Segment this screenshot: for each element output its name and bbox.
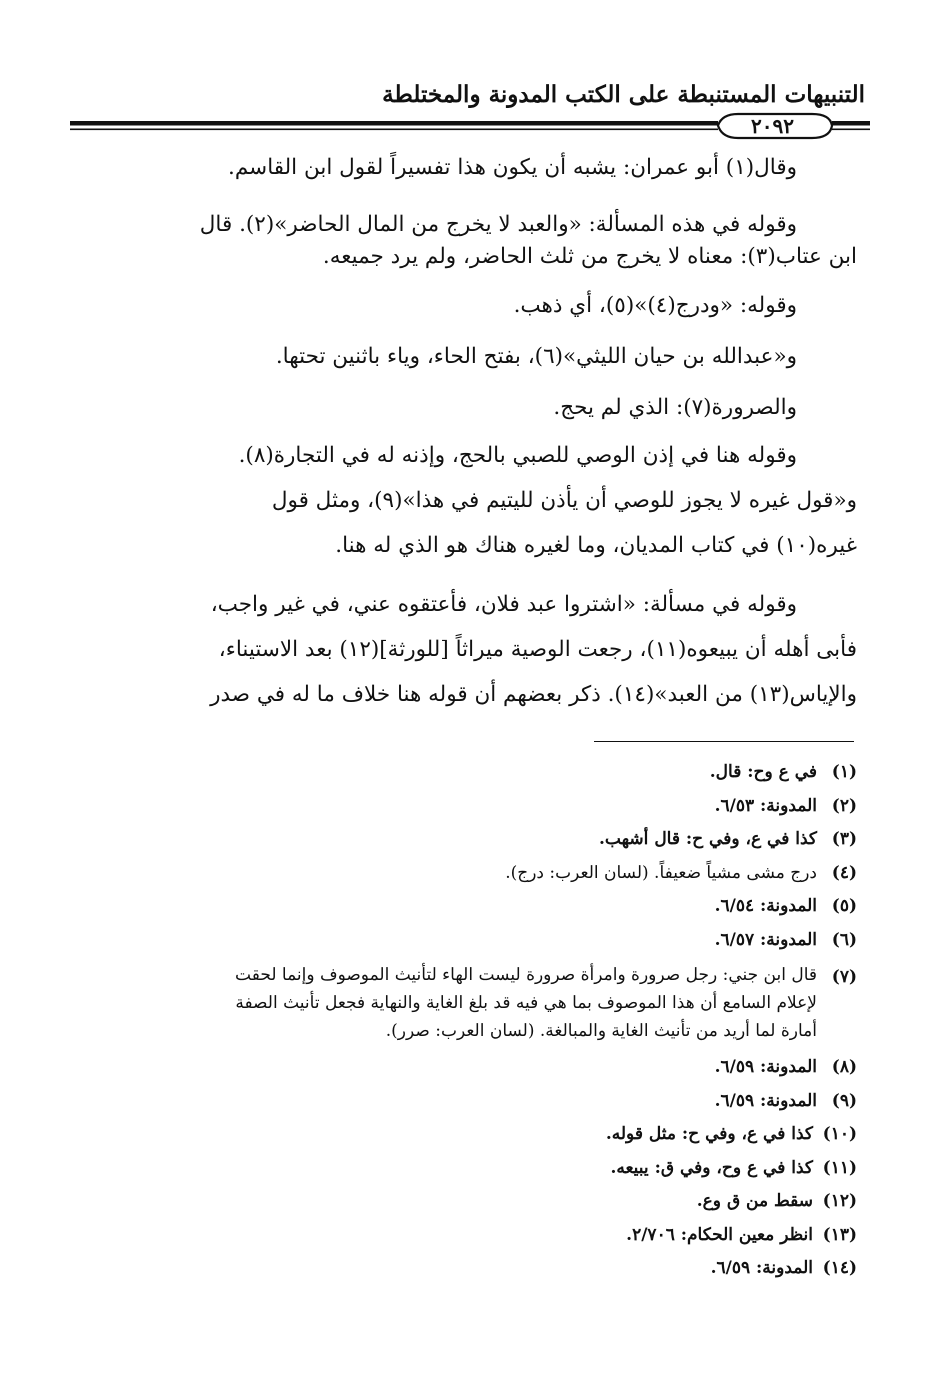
footnote-10 (82, 1118, 857, 1152)
footnote-number: (٣) (831, 829, 857, 849)
footnote-text: كذا في ع وح، وفي ق: يبيعه. (610, 1157, 813, 1178)
footnote-text: المدونة: ٦/٥٧. (714, 929, 817, 950)
footnote-text: المدونة: ٦/٥٩. (710, 1258, 813, 1278)
footnote-14 (82, 1252, 857, 1286)
footnote-6 (82, 924, 857, 958)
footnote-2 (82, 790, 857, 824)
footnote-text: انظر معين الحكام: ٢/٧٠٦. (626, 1224, 813, 1245)
footnote-text: كذا في ع، وفي ح: مثل قوله. (605, 1124, 813, 1144)
footnote-text: سقط من ق وع. (696, 1191, 813, 1211)
running-title: التنبيهات المستنبطة على الكتب المدونة والمختلطة (382, 81, 865, 108)
footnote-number: (١٢) (822, 1191, 857, 1211)
text-line: ابن عتاب(٣): معناه لا يخرج من ثلث الحاضر، ولم يرد جميعه. (322, 244, 857, 269)
footnote-line: لإعلام السامع أن هذا الموصوف بما هي فيه قد بلغ الغاية والنهاية فجعل تأنيث الصفة (235, 993, 817, 1013)
footnote-number: (١٤) (822, 1258, 857, 1278)
footnote-12 (82, 1185, 857, 1219)
footnote-number: (٤) (831, 862, 857, 883)
footnote-text: المدونة: ٦/٥٩. (714, 1090, 817, 1111)
footnote-7 (82, 961, 857, 1045)
footnote-9 (82, 1085, 857, 1119)
footnote-number: (٢) (831, 795, 857, 816)
footnote-text (82, 961, 817, 1045)
footnote-number: (٦) (831, 929, 857, 950)
footnote-4 (82, 857, 857, 891)
text-line: وقوله هنا في إذن الوصي للصبي بالحج، وإذنه له في التجارة(٨). (238, 443, 797, 468)
footnote-1 (82, 756, 857, 790)
paragraph-1 (72, 142, 857, 193)
footnote-number: (١٣) (822, 1224, 857, 1245)
footnote-number: (٧) (831, 967, 857, 987)
footnote-13 (82, 1219, 857, 1253)
text-line: غيره(١٠) في كتاب المديان، وما لغيره هناك هو الذي له هنا. (335, 533, 857, 558)
footnote-line: أمارة لما أريد من تأنيث الغاية والمبالغة. (لسان العرب: صرر). (385, 1021, 817, 1041)
text-line: و«عبدالله بن حيان الليثي»(٦)، بفتح الحاء، وياء باثنين تحتها. (275, 344, 797, 369)
footnote-text: كذا في ع، وفي ح: قال أشهب. (598, 829, 817, 849)
text-line: و«قول غيره لا يجوز للوصي أن يأذن لليتيم في هذا»(٩)، ومثل قول (271, 488, 857, 513)
footnote-number: (١) (831, 762, 857, 782)
footnote-text: المدونة: ٦/٥٩. (714, 1057, 817, 1077)
footnote-8 (82, 1051, 857, 1085)
text-line: والإياس(١٣) من العبد»(١٤). ذكر بعضهم أن قوله هنا خلاف ما له في صدر (210, 682, 857, 707)
paragraph-2 (72, 199, 857, 274)
footnote-line: قال ابن جني: رجل صرورة وامرأة صرورة ليست الهاء لتأنيث الموصوف وإنما لحقت (235, 965, 817, 985)
text-line: وقال(١) أبو عمران: يشبه أن يكون هذا تفسيراً لقول ابن القاسم. (228, 155, 797, 180)
footnote-text: درج مشى مشياً ضعيفاً. (لسان العرب: درج). (505, 862, 817, 883)
paragraph-5 (72, 382, 857, 433)
main-text (72, 142, 857, 717)
footnote-3 (82, 823, 857, 857)
paragraph-4 (72, 331, 857, 382)
text-line: وقوله في هذه المسألة: «والعبد لا يخرج من المال الحاضر»(٢). قال (199, 212, 797, 237)
footnote-number: (٥) (831, 896, 857, 916)
footnote-5 (82, 890, 857, 924)
page-number: ٢٠٩٢ (751, 114, 794, 138)
text-line: وقوله في مسألة: «اشتروا عبد فلان، فأعتقوه عني، في غير واجب، (210, 592, 797, 617)
footnote-text: المدونة: ٦/٥٣. (714, 795, 817, 816)
footnotes (82, 756, 857, 1286)
paragraph-6 (72, 433, 857, 568)
footnote-number: (٨) (831, 1057, 857, 1077)
footnote-number: (٩) (831, 1090, 857, 1111)
text-line: والصرورة(٧): الذي لم يحج. (553, 395, 797, 420)
footnote-number: (١١) (822, 1157, 857, 1178)
paragraph-7 (72, 582, 857, 717)
text-line: وقوله: «ودرج(٤)»(٥)، أي ذهب. (513, 293, 797, 318)
footnote-text: المدونة: ٦/٥٤. (714, 896, 817, 916)
footnote-text: في ع وح: قال. (709, 762, 817, 782)
paragraph-3 (72, 280, 857, 331)
footnote-11 (82, 1152, 857, 1186)
footnote-number: (١٠) (822, 1124, 857, 1144)
text-line: فأبى أهله أن يبيعوه(١١)، رجعت الوصية ميراثاً [للورثة](١٢) بعد الاستيناء، (218, 637, 857, 662)
footnote-separator (594, 741, 854, 742)
